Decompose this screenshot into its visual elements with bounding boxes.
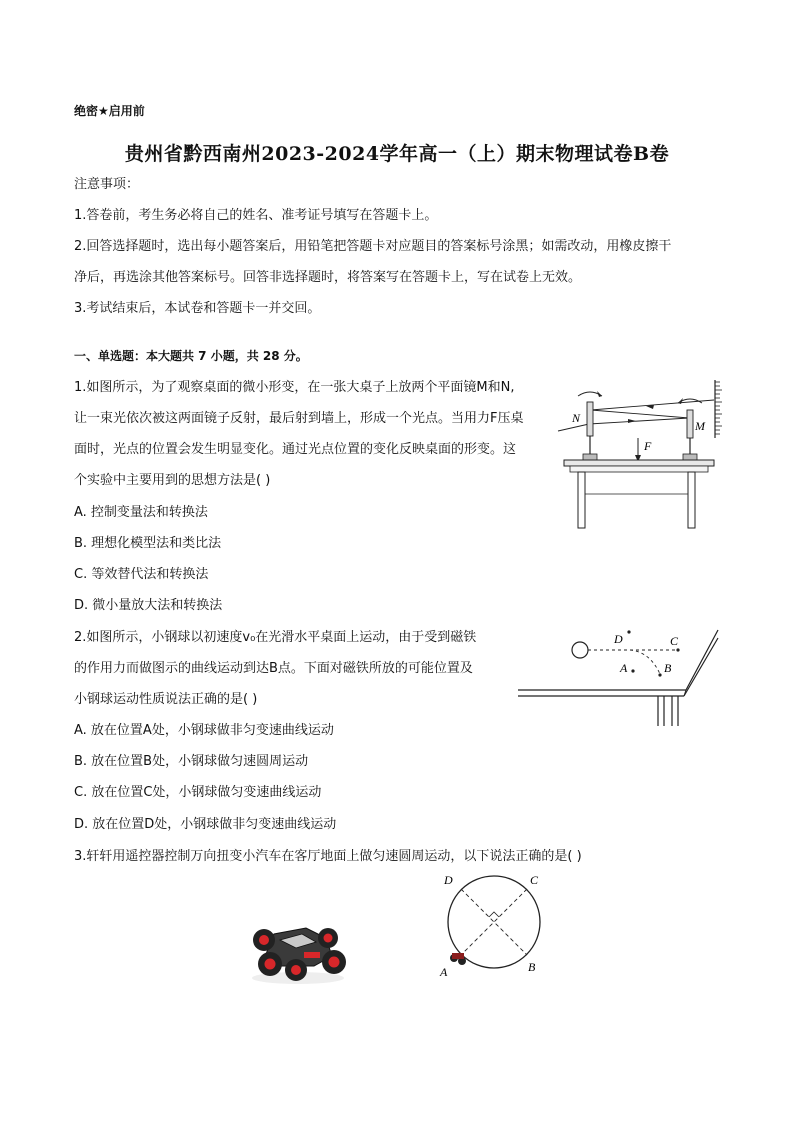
q1-stem-line-1: 1.如图所示，为了观察桌面的微小形变，在一张大桌子上放两个平面镜M和N, [74, 380, 515, 395]
q2-option-c[interactable]: C. 放在位置C处，小钢球做匀变速曲线运动 [74, 785, 322, 800]
q2-option-d[interactable]: D. 放在位置D处，小钢球做非匀变速曲线运动 [74, 817, 337, 832]
q2-stem-line-3: 小钢球运动性质说法正确的是( ) [74, 692, 258, 707]
section-heading: 一、单选题：本大题共 7 小题，共 28 分。 [74, 349, 308, 363]
note-item-2: 2.回答选择题时，选出每小题答案后，用铅笔把答题卡对应题目的答案标号涂黑；如需改动，用橡皮擦干 [74, 239, 672, 254]
q1-label-f: F [644, 439, 652, 453]
q1-mirror-table-figure [556, 376, 726, 532]
q2-label-b: B [664, 661, 672, 675]
q3-label-b: B [528, 960, 536, 974]
q2-label-d: D [614, 632, 623, 646]
q1-option-d[interactable]: D. 微小量放大法和转换法 [74, 598, 223, 613]
q2-stem-line-1: 2.如图所示，小钢球以初速度v₀在光滑水平桌面上运动，由于受到磁铁 [74, 630, 477, 645]
note-item-2-continued: 净后，再选涂其他答案标号。回答非选择题时，将答案写在答题卡上，写在试卷上无效。 [74, 270, 582, 285]
q2-ball-table-figure [518, 626, 722, 728]
q1-option-a[interactable]: A. 控制变量法和转换法 [74, 505, 208, 520]
q1-label-n: N [572, 411, 581, 425]
q1-label-m: M [695, 419, 705, 433]
note-item-1: 1.答卷前，考生务必将自己的姓名、准考证号填写在答题卡上。 [74, 208, 438, 223]
q2-option-a[interactable]: A. 放在位置A处，小钢球做非匀变速曲线运动 [74, 723, 334, 738]
q3-label-a: A [440, 965, 448, 979]
q3-label-d: D [444, 873, 453, 887]
q2-stem-line-2: 的作用力而做图示的曲线运动到达B点。下面对磁铁所放的可能位置及 [74, 661, 473, 676]
q1-option-c[interactable]: C. 等效替代法和转换法 [74, 567, 209, 582]
q1-option-b[interactable]: B. 理想化模型法和类比法 [74, 536, 222, 551]
q3-car-marker [450, 953, 466, 965]
q2-option-b[interactable]: B. 放在位置B处，小钢球做匀速圆周运动 [74, 754, 309, 769]
q3-circular-path-figure [434, 868, 554, 984]
q1-stem-line-2: 让一束光依次被这两面镜子反射，最后射到墙上，形成一个光点。当用力F压桌 [74, 411, 524, 426]
toy-car-image [244, 916, 352, 988]
notes-heading: 注意事项： [74, 177, 140, 192]
note-item-3: 3.考试结束后，本试卷和答题卡一并交回。 [74, 301, 321, 316]
q3-label-c: C [530, 873, 539, 887]
page-title: 贵州省黔西南州2023-2024学年高一（上）期末物理试卷B卷 [124, 143, 670, 165]
confidential-mark: 绝密★启用前 [74, 104, 145, 118]
q2-label-c: C [670, 634, 679, 648]
q3-stem: 3.轩轩用遥控器控制万向扭变小汽车在客厅地面上做匀速圆周运动，以下说法正确的是( ) [74, 849, 582, 864]
q1-stem-line-3: 面时，光点的位置会发生明显变化。通过光点位置的变化反映桌面的形变。这 [74, 442, 517, 457]
q1-stem-line-4: 个实验中主要用到的思想方法是( ) [74, 473, 271, 488]
q2-label-a: A [620, 661, 628, 675]
